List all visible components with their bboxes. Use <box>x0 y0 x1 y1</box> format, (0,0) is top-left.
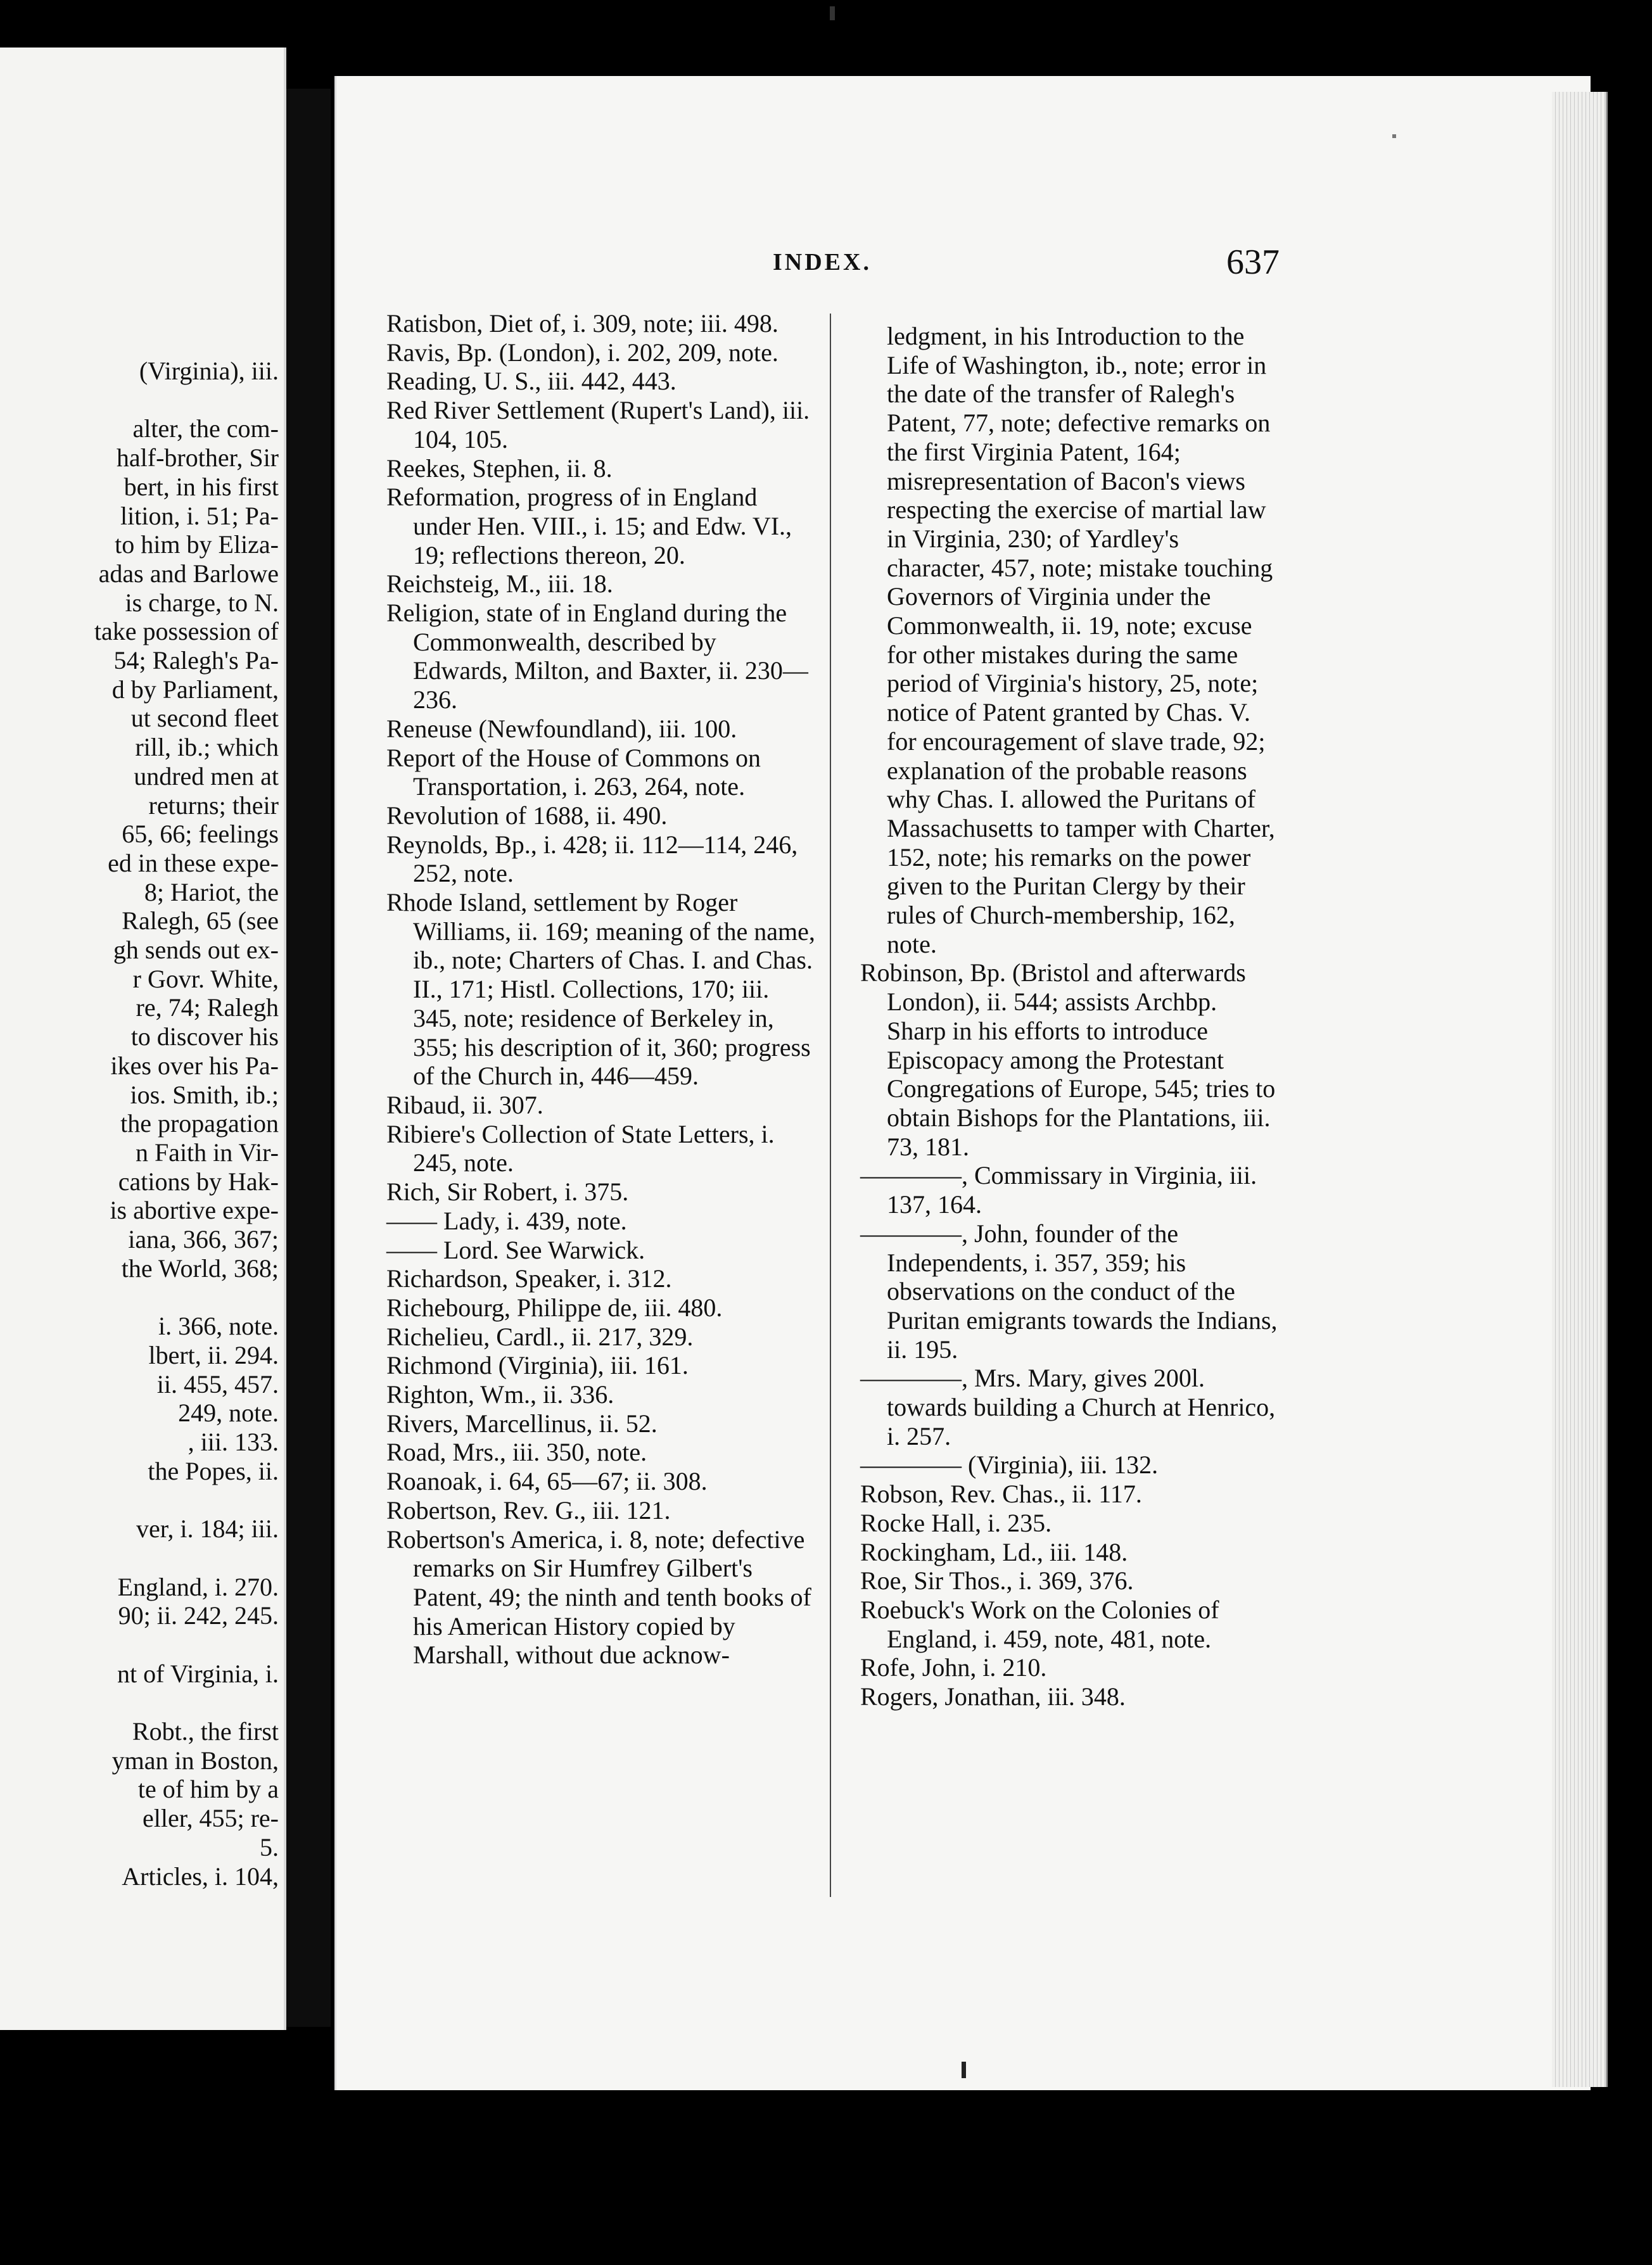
index-entry: Reichsteig, M., iii. 18. <box>386 569 613 599</box>
facing-page-line: is charge, to N. <box>125 588 279 617</box>
facing-page-line <box>0 1544 279 1573</box>
facing-page-line: eller, 455; re- <box>143 1804 279 1833</box>
facing-page-line: i. 366, note. <box>158 1312 279 1341</box>
facing-page-line: undred men at <box>134 761 279 790</box>
facing-page-line: 90; ii. 242, 245. <box>118 1601 279 1630</box>
facing-page-line: cations by Hak- <box>118 1167 279 1196</box>
facing-page-line: adas and Barlowe <box>98 559 279 588</box>
page-edges <box>1552 92 1608 2087</box>
index-entry: Revolution of 1688, ii. 490. <box>386 801 668 830</box>
index-entry: Ribaud, ii. 307. <box>386 1090 543 1119</box>
index-entry: ledgment, in his Introduction to the Life of Washington, ib., note; error in the date of the transfer of Ralegh's Patent, 77, note; defective remarks on the first Virginia Patent, 164; misrepresentation of Bacon's views respecting the exercise of martial law in Virginia, 230; of Yardley's character, 457, note; mistake touching Governors of Virginia under the Commonwealth, ii. 19, note; excuse for other mistakes during the same period of Virginia's history, 25, note; notice of Patent granted by Chas. V. for encouragement of slave trade, 92; explanation of the probable reasons why Chas. I. allowed the Puritans of Massachusetts to tamper with Charter, 152, note; his remarks on the power given to the Puritan Clergy by their rules of Church-membership, 162, note. <box>887 322 1275 958</box>
facing-page-line: nt of Virginia, i. <box>117 1659 279 1688</box>
facing-page-line: half-brother, Sir <box>116 443 279 473</box>
index-entry: Righton, Wm., ii. 336. <box>386 1380 614 1409</box>
facing-page-line: returns; their <box>148 790 279 820</box>
index-entry: Richelieu, Cardl., ii. 217, 329. <box>386 1322 694 1351</box>
facing-page-line: d by Parliament, <box>111 675 279 704</box>
index-entry: Richardson, Speaker, i. 312. <box>386 1264 672 1293</box>
index-entry: ————, Commissary in Virginia, iii. 137, 164. <box>860 1161 1257 1219</box>
facing-page-line: lbert, ii. 294. <box>148 1340 279 1369</box>
facing-page-line: re, 74; Ralegh <box>136 993 279 1022</box>
facing-page-line: ut second fleet <box>130 704 279 733</box>
facing-page-line: Ralegh, 65 (see <box>122 906 279 936</box>
facing-page-line: the World, 368; <box>121 1253 279 1283</box>
facing-page-line: the Popes, ii. <box>148 1456 279 1485</box>
index-entry: Robinson, Bp. (Bristol and afterwards London), ii. 544; assists Archbp. Sharp in his efforts to introduce Episcopacy among the Protestant Congregations of Europe, 545; tries to obtain Bishops for the Plantations, iii. 73, 181. <box>860 958 1276 1161</box>
facing-page-line: bert, in his first <box>124 472 279 501</box>
facing-page-line: ii. 455, 457. <box>156 1369 279 1399</box>
index-entry: Rockingham, Ld., iii. 148. <box>860 1537 1128 1566</box>
facing-page-line: 5. <box>260 1832 279 1862</box>
facing-page-line: Robt., the first <box>132 1717 279 1746</box>
index-entry: Rogers, Jonathan, iii. 348. <box>860 1682 1126 1711</box>
facing-page-line <box>0 386 279 415</box>
facing-page-line: (Virginia), iii. <box>139 357 279 385</box>
index-entry: Roe, Sir Thos., i. 369, 376. <box>860 1566 1134 1596</box>
index-entry: Rocke Hall, i. 235. <box>860 1508 1052 1537</box>
index-entry: Red River Settlement (Rupert's Land), iii. 104, 105. <box>386 396 810 454</box>
facing-page-line: England, i. 270. <box>117 1572 279 1601</box>
index-entry: Rich, Sir Robert, i. 375. <box>386 1177 629 1207</box>
index-entry: Reformation, progress of in England under Hen. VIII., i. 15; and Edw. VI., 19; reflections thereon, 20. <box>386 483 792 569</box>
facing-page-line: the propagation <box>120 1109 279 1138</box>
facing-page-line: 54; Ralegh's Pa- <box>113 646 279 675</box>
running-header <box>773 242 1280 286</box>
facing-page-line: iana, 366, 367; <box>128 1225 279 1254</box>
facing-page-line: r Govr. White, <box>132 964 279 993</box>
index-entry: Report of the House of Commons on Transportation, i. 263, 264, note. <box>386 743 761 801</box>
facing-page-line: 65, 66; feelings <box>122 820 279 849</box>
index-column-2 <box>860 322 1281 1711</box>
facing-page-line: to him by Eliza- <box>115 530 279 559</box>
index-entry: Richebourg, Philippe de, iii. 480. <box>386 1293 723 1322</box>
index-entry: Reekes, Stephen, ii. 8. <box>386 454 613 483</box>
index-entry: Ravis, Bp. (London), i. 202, 209, note. <box>386 338 778 367</box>
index-entry: Robson, Rev. Chas., ii. 117. <box>860 1480 1142 1509</box>
facing-page-line <box>0 1630 279 1659</box>
facing-page-line: Articles, i. 104, <box>122 1862 279 1891</box>
facing-page-line <box>0 1485 279 1514</box>
facing-page-line: , iii. 133. <box>187 1428 279 1457</box>
index-entry: Ratisbon, Diet of, i. 309, note; iii. 498. <box>386 309 778 338</box>
facing-page-line: to discover his <box>130 1022 279 1051</box>
index-entry: ———— (Virginia), iii. 132. <box>860 1450 1159 1480</box>
facing-page-line: gh sends out ex- <box>113 936 279 965</box>
facing-page-line: ver, i. 184; iii. <box>136 1514 279 1544</box>
index-entry: Richmond (Virginia), iii. 161. <box>386 1351 689 1380</box>
index-entry: Religion, state of in England during the Commonwealth, described by Edwards, Milton, and Baxter, ii. 230—236. <box>386 599 808 714</box>
facing-page-line: alter, the com- <box>132 414 279 443</box>
index-entry: Rivers, Marcellinus, ii. 52. <box>386 1409 658 1438</box>
scan-mark-bottom <box>962 2062 966 2078</box>
book-gutter <box>286 89 331 2027</box>
facing-page-line: yman in Boston, <box>111 1746 279 1775</box>
index-entry: Robertson, Rev. G., iii. 121. <box>386 1495 671 1525</box>
index-entry: Reynolds, Bp., i. 428; ii. 112—114, 246, 252, note. <box>386 830 798 888</box>
index-entry: ————, Mrs. Mary, gives 200l. towards building a Church at Henrico, i. 257. <box>860 1364 1276 1450</box>
index-entry: Ribiere's Collection of State Letters, i. 245, note. <box>386 1119 775 1177</box>
facing-page-line: n Faith in Vir- <box>135 1138 279 1167</box>
scan-mark-edge <box>1392 134 1396 138</box>
index-entry: Rofe, John, i. 210. <box>860 1653 1047 1682</box>
index-entry: Robertson's America, i. 8, note; defective remarks on Sir Humfrey Gilbert's Patent, 49; the ninth and tenth books of his American History copied by Marshall, without due acknow- <box>386 1525 811 1670</box>
index-entry: Roanoak, i. 64, 65—67; ii. 308. <box>386 1467 708 1496</box>
index-entry: —— Lady, i. 439, note. <box>386 1206 627 1235</box>
facing-page-line <box>0 1283 279 1312</box>
facing-page-line: ios. Smith, ib.; <box>130 1080 279 1109</box>
facing-page-line <box>0 1688 279 1717</box>
facing-page-left <box>0 48 286 2030</box>
facing-page-line: ikes over his Pa- <box>110 1051 279 1080</box>
facing-page-line: ed in these expe- <box>108 848 279 877</box>
index-entry: ————, John, founder of the Independents, i. 357, 359; his observations on the conduct of the Puritan emigrants towards the Indians, ii. 195. <box>860 1219 1278 1364</box>
column-rule <box>830 314 831 1897</box>
index-entry: —— Lord. See Warwick. <box>386 1235 645 1264</box>
facing-page-line: 249, note. <box>178 1399 279 1428</box>
index-entry: Road, Mrs., iii. 350, note. <box>386 1438 647 1467</box>
facing-page-line: is abortive expe- <box>110 1196 279 1225</box>
page-title: INDEX. <box>773 249 872 276</box>
page-number: 637 <box>1226 243 1280 282</box>
index-entry: Roebuck's Work on the Colonies of England, i. 459, note, 481, note. <box>860 1595 1219 1653</box>
facing-page-line: rill, ib.; which <box>135 733 279 762</box>
facing-page-line: 8; Hariot, the <box>144 877 279 906</box>
index-entry: Reneuse (Newfoundland), iii. 100. <box>386 714 737 743</box>
index-entry: Reading, U. S., iii. 442, 443. <box>386 367 677 396</box>
facing-page-text <box>0 357 279 1891</box>
facing-page-line: te of him by a <box>137 1775 279 1804</box>
facing-page-line: take possession of <box>94 617 279 646</box>
facing-page-line: lition, i. 51; Pa- <box>120 501 279 530</box>
index-column-1 <box>386 309 817 1670</box>
scan-mark-top <box>830 6 835 20</box>
index-entry: Rhode Island, settlement by Roger Williams, ii. 169; meaning of the name, ib., note; Charters of Chas. I. and Chas. II., 171; Histl. Collections, 170; iii. 345, note; residence of Berkeley in, 355; his description of it, 360; progress of the Church in, 446—459. <box>386 888 815 1091</box>
